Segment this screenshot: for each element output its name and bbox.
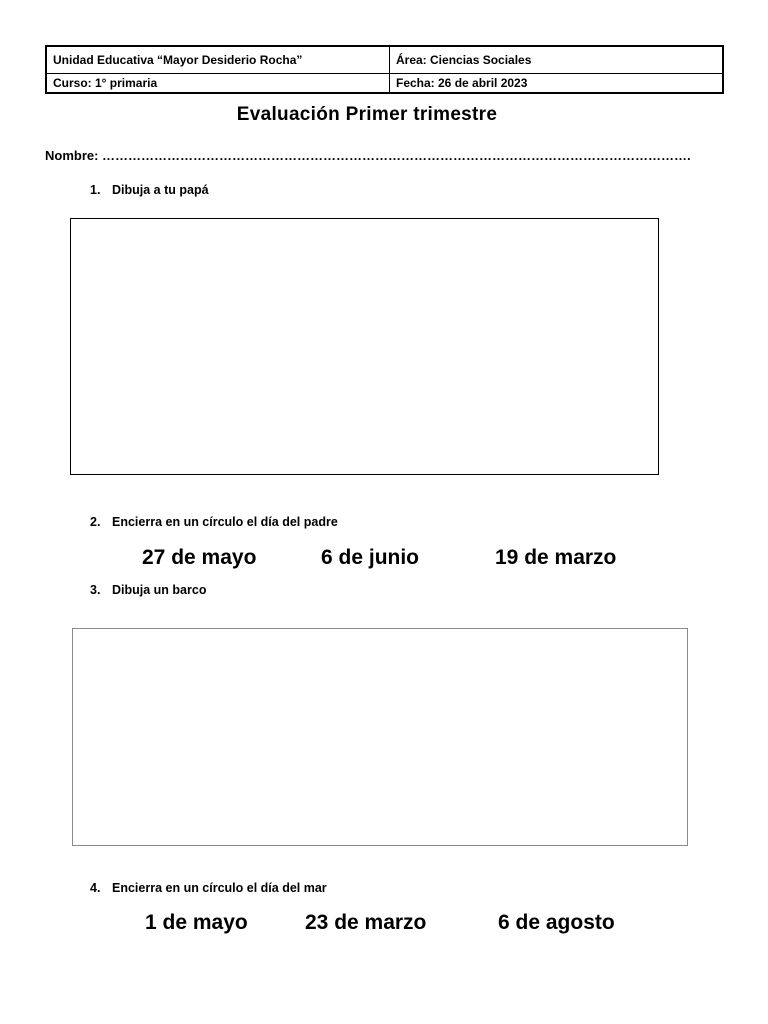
- question-text: Dibuja un barco: [112, 583, 207, 597]
- question-3: [90, 583, 206, 597]
- option-1-mayo[interactable]: 1 de mayo: [145, 911, 248, 934]
- name-field[interactable]: Nombre: ……………………………………………………………………………………………………………………….: [45, 148, 691, 163]
- question-number: 4.: [90, 881, 101, 895]
- question-4: [90, 881, 327, 895]
- header-table: [45, 45, 724, 94]
- option-6-junio[interactable]: 6 de junio: [321, 546, 420, 569]
- question-2: [90, 515, 338, 529]
- question-text: Encierra en un círculo el día del mar: [112, 881, 327, 895]
- page-title: Evaluación Primer trimestre: [236, 104, 498, 125]
- question-text: Dibuja a tu papá: [112, 183, 209, 197]
- course: Curso: 1° primaria: [46, 74, 390, 94]
- question-number: 2.: [90, 515, 101, 529]
- question-text: Encierra en un círculo el día del padre: [112, 515, 338, 529]
- subject-area: Área: Ciencias Sociales: [390, 46, 724, 74]
- school-name: Unidad Educativa “Mayor Desiderio Rocha”: [46, 46, 390, 74]
- date: Fecha: 26 de abril 2023: [390, 74, 724, 94]
- question-number: 3.: [90, 583, 101, 597]
- drawing-box-boat[interactable]: [72, 628, 688, 846]
- question-number: 1.: [90, 183, 101, 197]
- option-19-marzo[interactable]: 19 de marzo: [495, 546, 617, 569]
- drawing-box-father[interactable]: [70, 218, 659, 475]
- question-1: [90, 183, 209, 197]
- option-6-agosto[interactable]: 6 de agosto: [498, 911, 615, 934]
- option-23-marzo[interactable]: 23 de marzo: [305, 911, 427, 934]
- option-27-mayo[interactable]: 27 de mayo: [142, 546, 257, 569]
